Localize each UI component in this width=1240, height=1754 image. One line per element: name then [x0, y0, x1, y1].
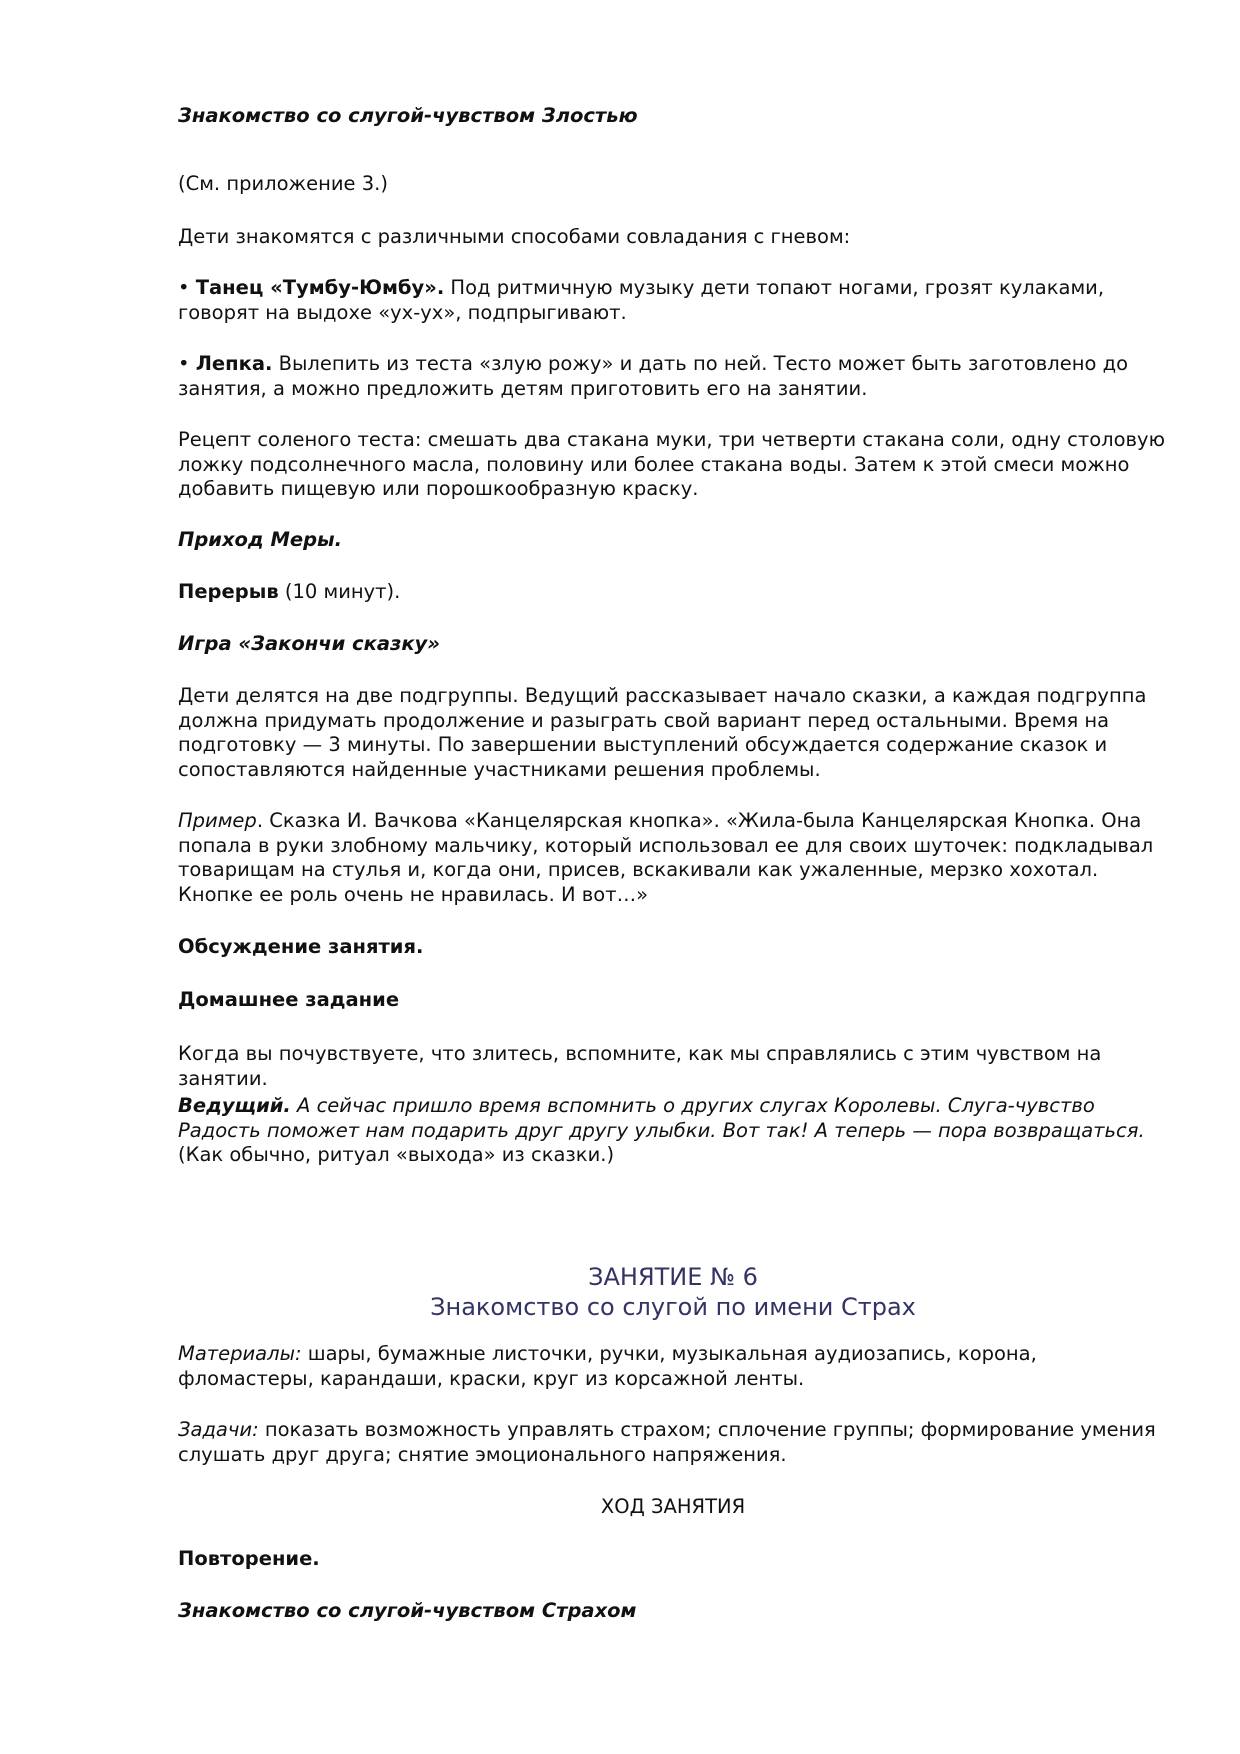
example-text: . Сказка И. Вачкова «Канцелярская кнопка». «Жила-была Канцелярская Кнопка. Она попала в руки злобному мальчику, который использовал ее для своих шуточек: подкладывал товарищам на стулья и, когда они, присев, вскакивали как ужаленные, мерзко хохотал. Кнопке ее роль очень не нравилась. И вот…»	[178, 809, 1154, 906]
homework-paragraph: Когда вы почувствуете, что злитесь, вспомните, как мы справлялись с этим чувством на занятии.	[178, 1042, 1102, 1090]
leader-paragraph	[178, 1094, 1168, 1168]
dance-item	[178, 276, 1168, 325]
tasks-text: показать возможность управлять страхом; сплочение группы; формирование умения слушать друг друга; снятие эмоционального напряжения.	[178, 1418, 1156, 1466]
appendix-reference: (См. приложение 3.)	[178, 172, 388, 195]
section-title-fear: Знакомство со слугой-чувством Страхом	[178, 1599, 637, 1622]
materials-text: шары, бумажные листочки, ручки, музыкальная аудиозапись, корона, фломастеры, карандаши, краски, круг из корсажной ленты.	[178, 1342, 1037, 1390]
intro-paragraph: Дети знакомятся с различными способами совладания с гневом:	[178, 225, 851, 248]
lesson-title: Знакомство со слугой по имени Страх	[430, 1293, 916, 1321]
modeling-text: Вылепить из теста «злую рожу» и дать по ней. Тесто может быть заготовлено до занятия, а можно предложить детям приготовить его на занятии.	[178, 352, 1129, 400]
materials-label: Материалы:	[178, 1342, 302, 1365]
break-label: Перерыв	[178, 580, 279, 603]
mera-heading: Приход Меры.	[178, 528, 343, 551]
procedure-heading: ХОД ЗАНЯТИЯ	[600, 1495, 746, 1518]
example-paragraph	[178, 809, 1168, 907]
tasks-label: Задачи:	[178, 1418, 259, 1441]
homework-heading: Домашнее задание	[178, 988, 400, 1011]
repeat-heading: Повторение.	[178, 1547, 320, 1570]
bullet: •	[178, 276, 196, 299]
example-label: Пример	[178, 809, 257, 832]
game-paragraph: Дети делятся на две подгруппы. Ведущий рассказывает начало сказки, а каждая подгруппа должна придумать продолжение и разыграть свой вариант перед остальными. Время на подготовку — 3 минуты. По завершении выступлений обсуждается содержание сказок и сопоставляются найденные участниками решения проблемы.	[178, 684, 1147, 781]
break-text: (10 минут).	[278, 580, 401, 603]
lesson-number: ЗАНЯТИЕ № 6	[588, 1263, 758, 1291]
leader-label: Ведущий.	[178, 1094, 291, 1117]
bullet: •	[178, 352, 196, 375]
tasks-paragraph	[178, 1418, 1168, 1467]
leader-speech: А сейчас пришло время вспомнить о других слугах Королевы. Слуга-чувство Радость поможет нам подарить друг другу улыбки. Вот так! А теперь — пора возвращаться.	[178, 1094, 1145, 1142]
materials-paragraph	[178, 1342, 1168, 1391]
discussion-heading: Обсуждение занятия.	[178, 935, 424, 958]
section-title-anger: Знакомство со слугой-чувством Злостью	[178, 104, 638, 127]
modeling-item	[178, 352, 1168, 401]
leader-note: (Как обычно, ритуал «выхода» из сказки.)	[178, 1143, 615, 1166]
modeling-label: Лепка.	[195, 352, 273, 375]
dance-text: Под ритмичную музыку дети топают ногами, грозят кулаками, говорят на выдохе «ух-ух», подпрыгивают.	[178, 276, 1105, 324]
break-line	[178, 580, 1168, 605]
game-title: Игра «Закончи сказку»	[178, 632, 440, 655]
recipe-paragraph: Рецепт соленого теста: смешать два стакана муки, три четверти стакана соли, одну столовую ложку подсолнечного масла, половину или более стакана воды. Затем к этой смеси можно добавить пищевую или порошкообразную краску.	[178, 428, 1165, 500]
dance-label: Танец «Тумбу-Юмбу».	[195, 276, 445, 299]
